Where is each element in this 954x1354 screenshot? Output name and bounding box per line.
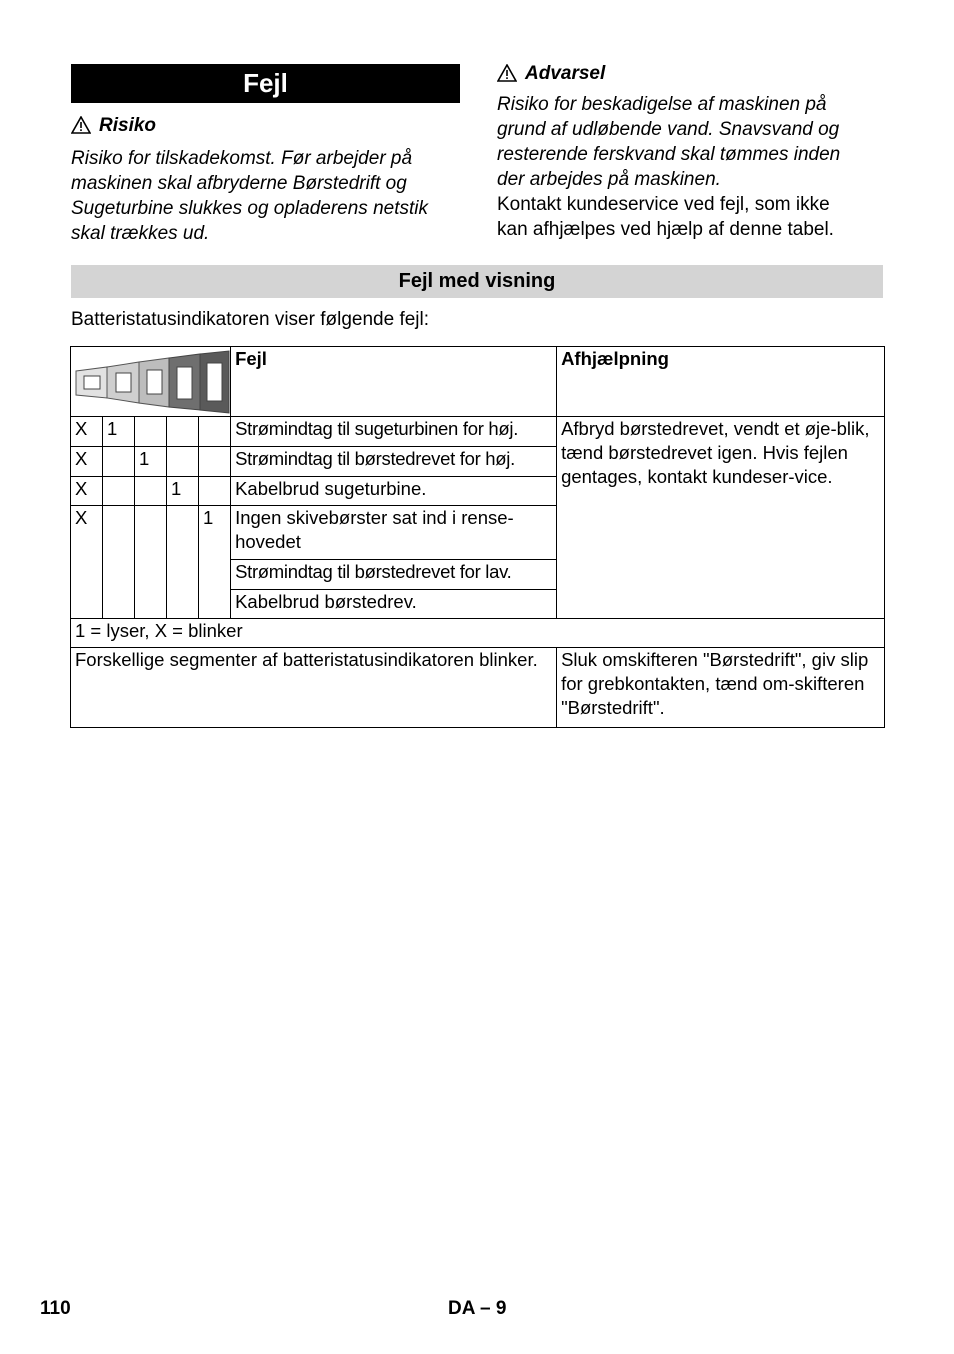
contact-text	[497, 192, 897, 242]
col-header-remedy: Afhjælpning	[557, 347, 885, 417]
remedy-cell: Afbryd børstedrevet, vendt et øje-blik, tænd børstedrevet igen. Hvis fejlen gentages, kontakt kundeser-vice.	[557, 417, 885, 619]
indicator-cell	[135, 417, 167, 447]
battery-indicator-cell	[71, 347, 231, 417]
col-header-fault: Fejl	[231, 347, 557, 417]
table-row	[71, 648, 885, 728]
legend-row	[71, 619, 885, 648]
fault-cell: Strømindtag til børstedrevet for lav.	[231, 560, 557, 590]
indicator-cell: 1	[199, 506, 231, 619]
page-title: Fejl	[71, 64, 460, 103]
indicator-cell: 1	[103, 417, 135, 447]
indicator-cell	[103, 506, 135, 619]
fault-table	[70, 346, 885, 728]
section-title: Fejl med visning	[71, 265, 883, 298]
indicator-cell	[167, 417, 199, 447]
fault-cell: Ingen skivebørster sat ind i rense-hovedet	[231, 506, 557, 560]
legend-cell: 1 = lyser, X = blinker	[71, 619, 885, 648]
warning-triangle-icon	[497, 64, 517, 89]
indicator-cell: 1	[135, 447, 167, 477]
risk-heading-text: Risiko	[99, 115, 157, 136]
indicator-cell	[199, 447, 231, 477]
battery-indicator-icon	[71, 347, 231, 416]
risk-line: Sugeturbine slukkes og opladerens netstik	[71, 198, 429, 219]
warning-text	[497, 92, 897, 192]
indicator-cell	[199, 477, 231, 506]
indicator-cell	[135, 477, 167, 506]
table-header-row	[71, 347, 885, 417]
warning-heading-text: Advarsel	[525, 63, 606, 84]
indicator-cell	[167, 447, 199, 477]
indicator-cell: X	[71, 477, 103, 506]
indicator-cell: X	[71, 417, 103, 447]
risk-line: skal trækkes ud.	[71, 223, 210, 244]
risk-text	[71, 146, 461, 246]
warning-heading	[497, 62, 897, 89]
contact-line: kan afhjælpes ved hjælp af denne tabel.	[497, 219, 834, 240]
indicator-cell: 1	[167, 477, 199, 506]
risk-line: Risiko for tilskadekomst. Før arbejder på	[71, 148, 413, 169]
warning-line: Risiko for beskadigelse af maskinen på	[497, 94, 827, 115]
segments-remedy-cell: Sluk omskifteren "Børstedrift", giv slip for grebkontakten, tænd om-skifteren "Børstedrift".	[557, 648, 885, 728]
indicator-cell	[103, 477, 135, 506]
warning-line: resterende ferskvand skal tømmes inden	[497, 144, 841, 165]
warning-block	[497, 62, 897, 242]
segments-fault-cell: Forskellige segmenter af batteristatusindikatoren blinker.	[71, 648, 557, 728]
indicator-cell: X	[71, 447, 103, 477]
table-row	[71, 417, 885, 447]
fault-cell: Strømindtag til børstedrevet for høj.	[231, 447, 557, 477]
warning-triangle-icon	[71, 116, 91, 141]
risk-heading	[71, 114, 461, 141]
section-intro: Batteristatusindikatoren viser følgende fejl:	[71, 309, 430, 330]
page-number: 110	[40, 1298, 71, 1319]
section-label: DA – 9	[448, 1298, 507, 1319]
contact-line: Kontakt kundeservice ved fejl, som ikke	[497, 194, 830, 215]
fault-cell: Strømindtag til sugeturbinen for høj.	[231, 417, 557, 447]
risk-block	[71, 114, 461, 246]
warning-line: der arbejdes på maskinen.	[497, 169, 721, 190]
fault-cell: Kabelbrud børstedrev.	[231, 590, 557, 619]
indicator-cell	[167, 506, 199, 619]
indicator-cell	[103, 447, 135, 477]
indicator-cell: X	[71, 506, 103, 619]
indicator-cell	[135, 506, 167, 619]
indicator-cell	[199, 417, 231, 447]
risk-line: maskinen skal afbryderne Børstedrift og	[71, 173, 407, 194]
warning-line: grund af udløbende vand. Snavsvand og	[497, 119, 840, 140]
fault-cell: Kabelbrud sugeturbine.	[231, 477, 557, 506]
